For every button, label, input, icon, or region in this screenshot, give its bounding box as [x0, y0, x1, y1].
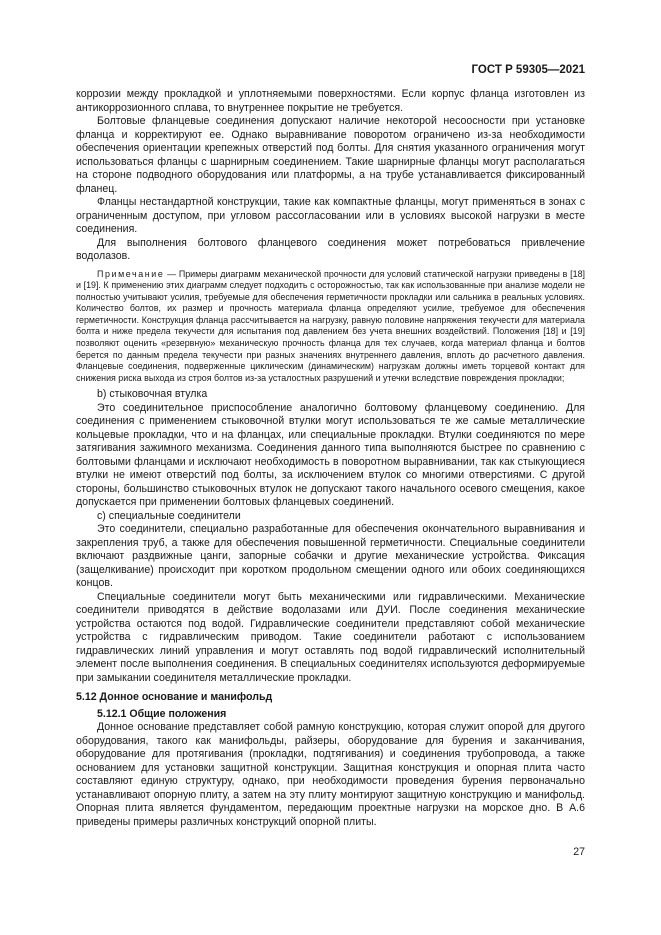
note-text: — Примеры диаграмм механической прочности для условий статической нагрузки приведены в [18] и [19]. К применению этих диаграмм следует подходить с осторожностью, так как использованные при анализе модели не полностью учитывают усилия, требуемые для обеспечения герметичности прокладки или сальника в реальных условиях. Количество болтов, их размер и прочность материала фланца определяют усилие, требуемое для обеспечения герметичности. Конструкция фланца рассчитывается на нагрузку, равную половине напряжения текучести для материала болта и ниже предела текучести для испытания под давлением без учета внешних воздействий. Положения [18] и [19] позволяют оценить «резервную» механическую прочность фланца для тех случаев, когда материал фланца и болтов берется по данным предела текучести при разных значениях внутреннего давления, вплоть до расчетного давления. Фланцевые соединения, подверженные циклическим (динамическим) нагрузкам должны иметь торцевой контакт для снижения риска выхода из строя болтов из-за усталостных разрушений и утечки вследствие повреждения прокладки;: [76, 268, 585, 383]
subsection-heading: 5.12.1 Общие положения: [97, 707, 227, 720]
paragraph: Это соединительное приспособление аналогично болтовому фланцевому соединению. Для соединения с применением стыковочной втулки могут использоваться те же самые металлические кольцевые прокладки, что и на фланцах, или специальные прокладки. Втулки соединяются по мере затягивания зажимного механизма. Соединения данного типа выполняются быстрее по сравнению с болтовыми фланцами и исключают необходимость в поворотном выравнивании, так как стыкующиеся втулки не имеют отверстий под болты, за исключением втулок со многими отверстиями. С другой стороны, большинство стыковочных втулок не допускают такого начального осевого смещения, какое допускается при применении болтовых фланцевых соединений.: [76, 401, 585, 509]
note-label: Примечание: [97, 268, 165, 279]
paragraph: Болтовые фланцевые соединения допускают наличие некоторой несоосности при установке фланца и корректируют ее. Однако выравнивание поворотом ограничено из-за необходимости обеспечения ориентации крепежных отверстий под болты. Для снятия указанного ограничения могут использоваться фланцы с шарнирным соединением. Такие шарнирные фланцы могут располагаться на стороне подводного оборудования или платформы, а на трубе устанавливается фиксированный фланец.: [76, 115, 585, 195]
paragraph: коррозии между прокладкой и уплотняемыми поверхностями. Если корпус фланца изготовлен из антикоррозионного сплава, то внутреннее покрытие не требуется.: [76, 88, 585, 114]
list-item-c: c) специальные соединители: [97, 509, 241, 522]
standard-header: ГОСТ Р 59305—2021: [471, 64, 585, 76]
paragraph: Фланцы нестандартной конструкции, такие как компактные фланцы, могут применяться в зонах с ограниченным доступом, при угловом рассогласовании или в условиях высокой нагрузки в месте соединения.: [76, 196, 585, 235]
paragraph: Специальные соединители могут быть механическими или гидравлическими. Механические соединители приводятся в действие водолазами или ДУИ. После соединения механические устройства остаются под водой. Гидравлические соединители представляют собой механические устройства с гидравлическим приводом. Такие соединители работают с использованием гидравлических линий управления и могут оставлять под водой гидравлический исполнительный элемент после выполнения соединения. В специальных соединителях используются деформируемые при замыкании соединителя металлические прокладки.: [76, 590, 585, 684]
document-body: [76, 88, 585, 829]
list-item-b: b) стыковочная втулка: [97, 388, 208, 401]
note-block: [76, 269, 585, 385]
section-heading: 5.12 Донное основание и манифольд: [76, 691, 273, 704]
page-number: 27: [573, 846, 585, 858]
paragraph: Это соединители, специально разработанные для обеспечения окончательного выравнивания и закрепления труб, а также для обеспечения повышенной герметичности. Специальные соединители включают раздвижные цанги, запорные собачки и другие механические устройства. Фиксация (защелкивание) происходит при коротком продольном смещении одного или обоих соединяющихся концов.: [76, 523, 585, 590]
paragraph: Для выполнения болтового фланцевого соединения может потребоваться привлечение водолазов.: [76, 236, 585, 262]
paragraph: Донное основание представляет собой рамную конструкцию, которая служит опорой для другого оборудования, такого как манифольды, райзеры, оборудование для бурения и заканчивания, оборудование для протягивания (прокладки, подтягивания) и соединения трубопровода, а также основанием для установки защитной конструкции. Защитная конструкция и опорная плита часто составляют единую структуру, однако, при необходимости проведения бурения первоначально устанавливают опорную плиту, а затем на эту плиту монтируют защитную конструкцию и манифольд. Опорная плита является фундаментом, передающим проектные нагрузки на морское дно. В А.6 приведены примеры различных конструкций опорной плиты.: [76, 721, 585, 828]
